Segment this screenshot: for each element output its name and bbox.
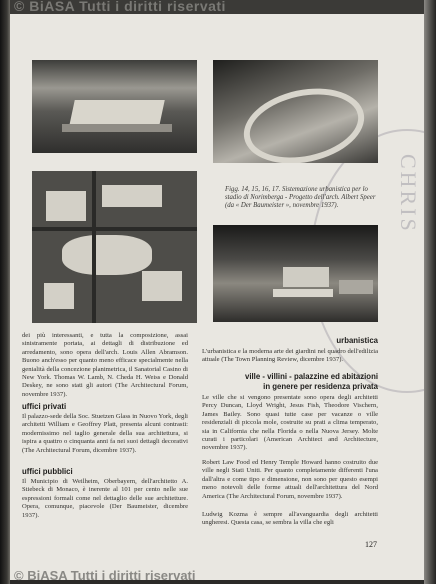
watermark-top: © BiASA Tutti i diritti riservati <box>14 0 226 14</box>
section-body-ville-2: Robert Law Food ed Henry Temple Howard hanno costruito due ville negli Stati Uniti. Per quanto completamente differenti l'una dall'altra e come tipo e dimensione, non sono per questo esempi meno notevoli delle forme attuali dell'architettura del Nord America (The Architectural Forum, novembre 1937). <box>202 459 378 500</box>
page-edge <box>424 0 436 584</box>
figure-photo-1 <box>32 60 197 153</box>
intro-paragraph: dei più interessanti, e tutta la composizione, assai sinistramente portata, ai dettagli di distribuzione ed arredamento, sono opera dell'arch. Louis Allen Abramson. Buono anch'esso per quanto meno efficace specialmente nella genialità della concezione planimetrica, il Sanatorial Casino di New York. Thomas W. Lamb, N. Cheda H. Weiss e Donald Deskey, ne sono stati gli autori (The Architectural Forum, novembre 1937). <box>22 332 188 398</box>
figures-caption: Figg. 14, 15, 16, 17. Sistemazione urbanistica per lo stadio di Norimberga - Progetto dell'arch. Albert Speer (da « Der Baumeister », novembre 1937). <box>225 186 376 209</box>
watermark-bottom: © BiASA Tutti i diritti riservati <box>14 568 196 583</box>
seal-lettering: CHRIS <box>396 154 421 234</box>
section-body-uffici-privati: Il palazzo-sede della Soc. Stuetzen Glass in Nuovo York, degli architetti William e Geoffrey Platt, presenta alcuni contrasti: modernissimo nel taglio generale della sua architettura, si ispira a quattro o cinquanta anni fa nei suoi dettagli decorativi (The Architectural Forum, dicembre 1937). <box>22 413 188 454</box>
section-body-uffici-pubblici: Il Municipio di Weilheim, Oberbayern, dell'architetto A. Stiebeck di Monaco, è inerente al 101 per cento nelle sue espressioni formali come nel dettaglio delle sue architetture. Opera, comunque, piacevole (Der Baumeister, dicembre 1937). <box>22 478 188 519</box>
section-title-uffici-privati: uffici privati <box>22 402 67 411</box>
section-title-uffici-pubblici: uffici pubblici <box>22 467 73 476</box>
book-binding <box>0 0 10 584</box>
section-body-ville-1: Le ville che si vengono presentate sono opera degli architetti Percy Duncan, Lloyd Wright, Jesus Fish, Theodore Vischern, James Bailey. Sono quasi tutte case per vacanze o ville residenziali di piccola mole, costruite su prati a clima temperato, sia in California che nella Florida o nella Nuova Jersey. Molte curati i particolari (American Architect and Architecture, novembre 1937). <box>202 394 378 452</box>
page-number: 127 <box>365 540 377 549</box>
section-title-ville-line2: in genere per residenza privata <box>263 382 378 391</box>
section-title-ville-line1: ville - villini - palazzine ed abitazioni <box>244 372 378 381</box>
section-body-ville-3: Ludwig Kozma è sempre all'avanguardia degli architetti ungheresi. Questa casa, se sembra la villa che egli <box>202 511 378 527</box>
figure-photo-3 <box>32 171 197 323</box>
figure-photo-4 <box>213 225 378 322</box>
section-body-urbanistica: L'urbanistica e la moderna arte dei giardini nel quadro dell'edilizia attuale (The Town Planning Review, dicembre 1937). <box>202 348 378 364</box>
section-title-urbanistica: urbanistica <box>336 336 378 345</box>
figure-photo-2 <box>213 60 378 163</box>
magazine-page <box>10 14 424 580</box>
